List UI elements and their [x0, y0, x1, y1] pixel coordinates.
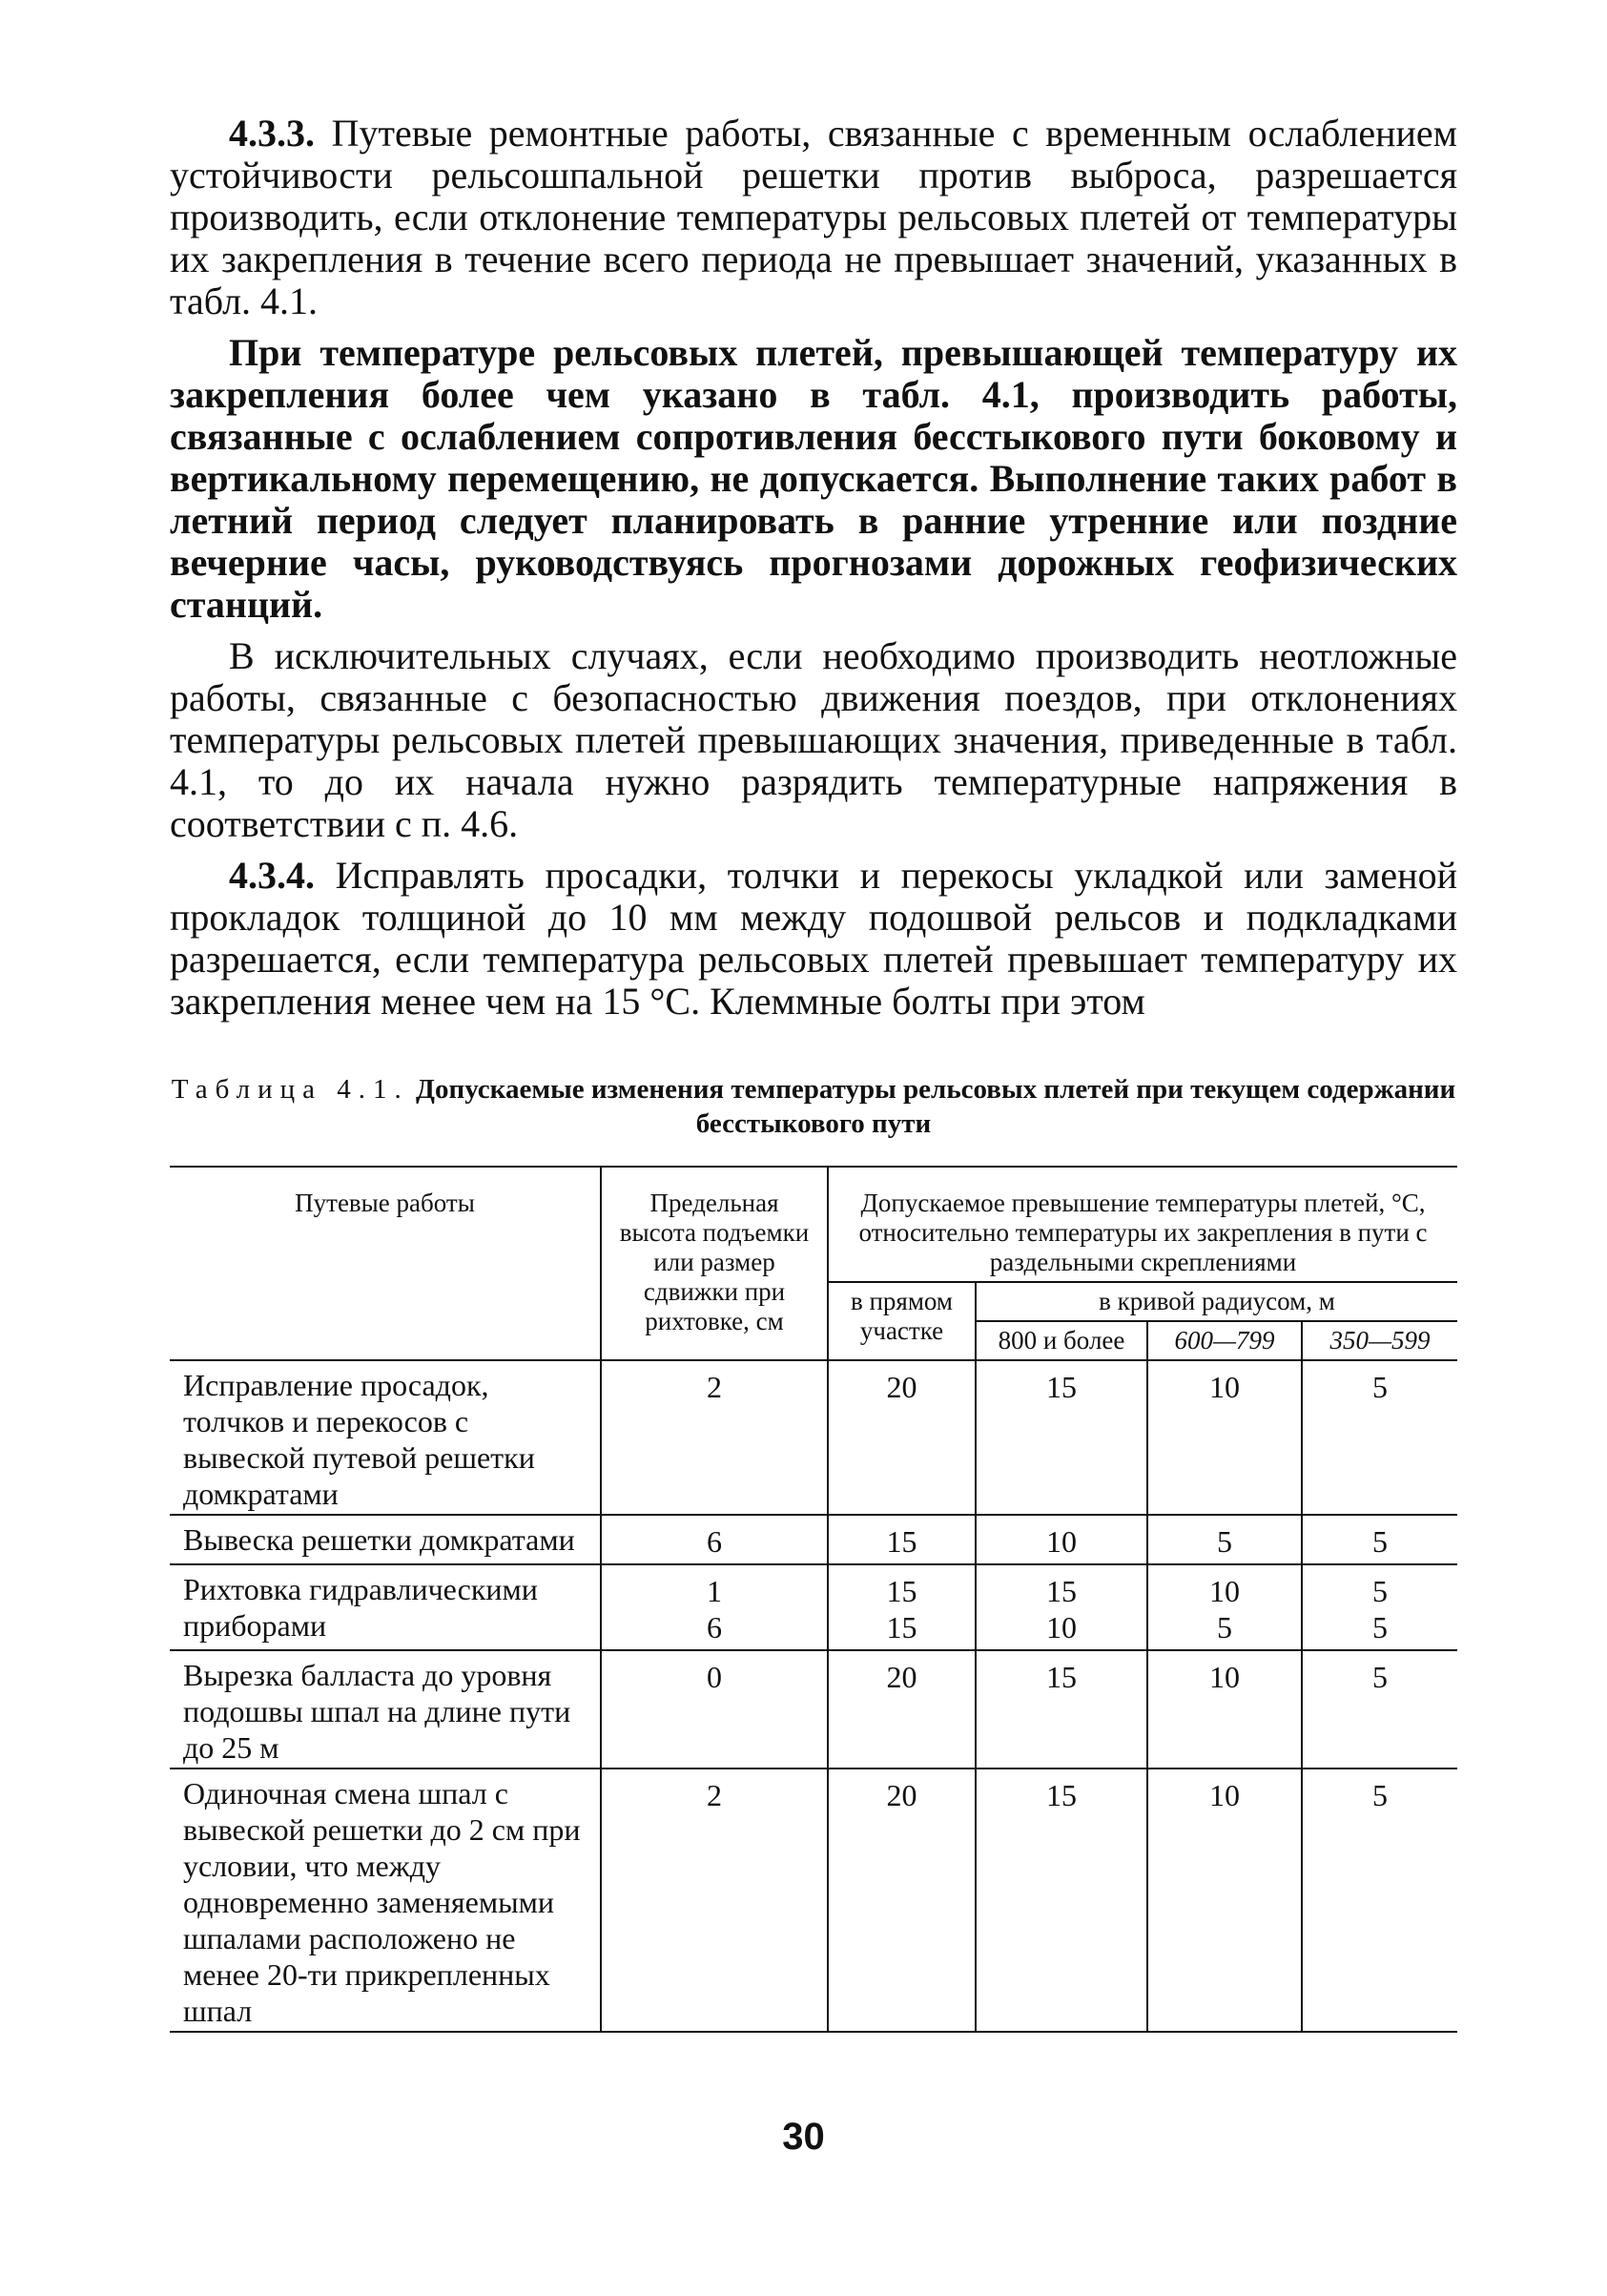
- table-caption-label: Таблица 4.1.: [171, 1074, 409, 1105]
- header-curve: в кривой радиусом, м: [976, 1282, 1457, 1321]
- cell-value: 15: [886, 1574, 917, 1608]
- cell-work: Вырезка балласта до уровня подошвы шпал на длине пути до 25 м: [170, 1650, 601, 1769]
- cell-value: 2: [707, 1778, 722, 1812]
- cell-r1: [976, 1564, 1147, 1650]
- table-caption: [170, 1072, 1457, 1141]
- table-row: [170, 1360, 1457, 1515]
- cell-value: 1: [707, 1574, 722, 1608]
- cell-value: 15: [886, 1524, 917, 1559]
- paragraph-4-3-3: 4.3.3. Путевые ремонтные работы, связанные с временным ослаблением устойчивости рельсошпальной решетки против выброса, разрешается производить, если отклонение температуры рельсовых плетей от температуры их закрепления в течение всего периода не превышает значений, указанных в табл. 4.1.: [170, 112, 1457, 322]
- table-row: [170, 1564, 1457, 1650]
- cell-value: 10: [1209, 1370, 1240, 1404]
- cell-height: [601, 1515, 828, 1564]
- paragraph-warning: При температуре рельсовых плетей, превышающей температуру их закрепления более чем указано в табл. 4.1, производить работы, связанные с ослаблением сопротивления бесстыкового пути боковому и вертикальному перемещению, не допускается. Выполнение таких работ в летний период следует планировать в ранние утренние или поздние вечерние часы, руководствуясь прогнозами дорожных геофизических станций.: [170, 331, 1457, 626]
- cell-r3: [1302, 1515, 1457, 1564]
- header-straight: в прямом участке: [828, 1282, 976, 1360]
- cell-value: 10: [1046, 1610, 1077, 1644]
- table-caption-title: Допускаемые изменения температуры рельсовых плетей при текущем содержании бесстыкового пути: [416, 1074, 1456, 1139]
- cell-value: 2: [707, 1370, 722, 1404]
- cell-value: 0: [707, 1660, 722, 1694]
- header-radius-600: 600—799: [1147, 1321, 1302, 1360]
- cell-straight: [828, 1564, 976, 1650]
- cell-work: Исправление просадок, толчков и перекосов с вывеской путевой решетки домкратами: [170, 1360, 601, 1515]
- cell-value: 20: [886, 1370, 917, 1404]
- temperature-table: [170, 1166, 1457, 2033]
- cell-straight: [828, 1360, 976, 1515]
- header-height: Предельная высота подъемки или размер сдвижки при рихтовке, см: [601, 1167, 828, 1360]
- cell-straight: [828, 1650, 976, 1769]
- cell-work: Вывеска решетки домкратами: [170, 1515, 601, 1564]
- page-number: 30: [782, 2116, 825, 2158]
- table-row: [170, 1650, 1457, 1769]
- cell-value: 10: [1209, 1574, 1240, 1608]
- table-row: [170, 1769, 1457, 2032]
- cell-r3: [1302, 1360, 1457, 1515]
- cell-r2: [1147, 1360, 1302, 1515]
- cell-work: Рихтовка гидравлическими приборами: [170, 1564, 601, 1650]
- clause-number: 4.3.4.: [229, 854, 315, 897]
- cell-r3: [1302, 1650, 1457, 1769]
- cell-straight: [828, 1515, 976, 1564]
- cell-r1: [976, 1360, 1147, 1515]
- paragraph-exceptions: В исключительных случаях, если необходимо производить неотложные работы, связанные с безопасностью движения поездов, при отклонениях температуры рельсовых плетей превышающих значения, приведенные в табл. 4.1, то до их начала нужно разрядить температурные напряжения в соответствии с п. 4.6.: [170, 634, 1457, 845]
- cell-straight: [828, 1769, 976, 2032]
- cell-value: 15: [886, 1610, 917, 1644]
- cell-r1: [976, 1515, 1147, 1564]
- cell-value: 5: [1372, 1778, 1388, 1812]
- header-radius-800: 800 и более: [976, 1321, 1147, 1360]
- cell-r2: [1147, 1650, 1302, 1769]
- cell-value: 5: [1217, 1524, 1232, 1559]
- cell-r1: [976, 1769, 1147, 2032]
- table-body: [170, 1360, 1457, 2032]
- table-row: [170, 1515, 1457, 1564]
- cell-r2: [1147, 1769, 1302, 2032]
- header-radius-350: 350—599: [1302, 1321, 1457, 1360]
- cell-value: 5: [1372, 1610, 1388, 1644]
- cell-value: 15: [1046, 1660, 1077, 1694]
- body-text: [170, 113, 1457, 1032]
- cell-work: Одиночная смена шпал с вывеской решетки до 2 см при условии, что между одновременно заменяемыми шпалами расположено не менее 20-ти прикрепленных шпал: [170, 1769, 601, 2032]
- cell-height: [601, 1360, 828, 1515]
- cell-r1: [976, 1650, 1147, 1769]
- cell-value: 10: [1209, 1778, 1240, 1812]
- cell-value: 5: [1372, 1574, 1388, 1608]
- cell-r2: [1147, 1515, 1302, 1564]
- cell-value: 15: [1046, 1574, 1077, 1608]
- cell-value: 20: [886, 1660, 917, 1694]
- cell-height: [601, 1564, 828, 1650]
- cell-value: 15: [1046, 1778, 1077, 1812]
- clause-number: 4.3.3.: [229, 112, 315, 155]
- cell-height: [601, 1769, 828, 2032]
- cell-value: 5: [1372, 1524, 1388, 1559]
- header-work: Путевые работы: [170, 1167, 601, 1360]
- cell-value: 5: [1217, 1610, 1232, 1644]
- cell-r3: [1302, 1769, 1457, 2032]
- cell-value: 6: [707, 1524, 722, 1559]
- cell-value: 20: [886, 1778, 917, 1812]
- cell-value: 10: [1046, 1524, 1077, 1559]
- header-allowed: Допускаемое превышение температуры плетей, °С, относительно температуры их закрепления в пути с раздельными скреплениями: [828, 1167, 1457, 1282]
- cell-r3: [1302, 1564, 1457, 1650]
- cell-value: 5: [1372, 1370, 1388, 1404]
- cell-value: 15: [1046, 1370, 1077, 1404]
- cell-value: 5: [1372, 1660, 1388, 1694]
- cell-value: 10: [1209, 1660, 1240, 1694]
- cell-value: 6: [707, 1610, 722, 1644]
- paragraph-4-3-4: 4.3.4. Исправлять просадки, толчки и перекосы укладкой или заменой прокладок толщиной до 10 мм между подошвой рельсов и подкладками разрешается, если температура рельсовых плетей превышает температуру их закрепления менее чем на 15 °С. Клеммные болты при этом: [170, 854, 1457, 1023]
- cell-r2: [1147, 1564, 1302, 1650]
- cell-height: [601, 1650, 828, 1769]
